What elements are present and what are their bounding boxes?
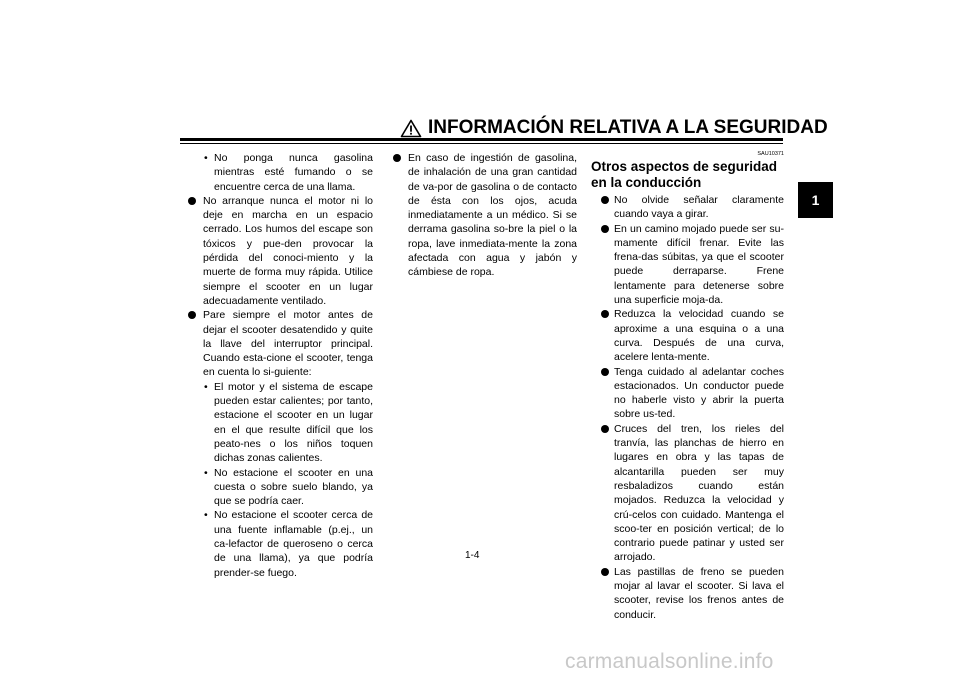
- bullet-item: [187, 194, 373, 308]
- bullet-item: [591, 422, 784, 565]
- bullet-item: [591, 307, 784, 364]
- sub-bullet-item: • No ponga nunca gasolina mientras esté fumando o se encuentre cerca de una llama.: [187, 151, 373, 194]
- bullet-item: [591, 365, 784, 422]
- bullet-text: Tenga cuidado al adelantar coches estacionados. Un conductor puede no haberle visto y abrir la puerta sobre us-ted.: [614, 365, 784, 421]
- column-1: [187, 151, 373, 580]
- bullet-dot-icon: [393, 154, 401, 162]
- column-2: [392, 151, 577, 280]
- bullet-text: Cruces del tren, los rieles del tranvía, las planchas de hierro en lugares en obra y las tapas de alcantarilla pueden ser muy resbaladizos cuando están mojados. Reduzca la velocidad y crú-celos con cuidado. Mantenga el scoo-ter en posición vertical; de lo contrario puede patinar y usted ser arrojado.: [614, 422, 784, 564]
- bullet-text: Las pastillas de freno se pueden mojar al lavar el scooter. Si lava el scooter, revise los frenos antes de conducir.: [614, 565, 784, 621]
- bullet-text: En un camino mojado puede ser su-mamente difícil frenar. Evite las frena-das súbitas, ya que el scooter puede derraparse. Frene lentamente para detenerse sobre una superficie moja-da.: [614, 222, 784, 307]
- section-heading: Otros aspectos de seguridad en la conducción: [591, 159, 778, 190]
- bullet-item: [591, 193, 784, 222]
- bullet-text: Pare siempre el motor antes de dejar el scooter desatendido y quite la llave del interruptor principal. Cuando esta-cione el scooter, tenga en cuenta lo si-guiente:: [203, 309, 373, 379]
- warning-triangle-icon: [400, 119, 422, 138]
- chapter-tab[interactable]: 1: [798, 182, 833, 218]
- bullet-dot-icon: [601, 568, 609, 576]
- bullet-dot-icon: [601, 310, 609, 318]
- bullet-text: Reduzca la velocidad cuando se aproxime a una esquina o a una curva. Después de una curva, acelere lenta-mente.: [614, 308, 784, 364]
- header-rule-thick: [180, 138, 783, 141]
- section-code: SAU10371: [757, 151, 784, 157]
- sub-bullet-item: • El motor y el sistema de escape pueden estar calientes; por tanto, estacione el scooter en un lugar en el que resulte difícil que los peato-nes o los niños toquen dichas zonas calientes.: [187, 380, 373, 466]
- sub-bullet-item: • No estacione el scooter cerca de una fuente inflamable (p.ej., un ca-lefactor de queroseno o cerca de una llama), ya que podría prender-se fuego.: [187, 508, 373, 579]
- bullet-dot-icon: [601, 368, 609, 376]
- page-number: 1-4: [465, 550, 480, 561]
- column-3: [591, 151, 784, 622]
- bullet-dot-icon: [601, 196, 609, 204]
- bullet-item: [591, 565, 784, 622]
- bullet-text: En caso de ingestión de gasolina, de inhalación de una gran cantidad de va-por de gasolina o de contacto de ésta con los ojos, acuda inmediatamente a un médico. Si se derrama gasolina so-bre la piel o la ropa, lave inmediata-mente la zona afectada con agua y jabón y cámbiese de ropa.: [408, 152, 577, 279]
- bullet-dot-icon: [188, 197, 196, 205]
- bullet-dot-icon: [188, 311, 196, 319]
- bullet-item: [392, 151, 577, 280]
- page-title: [400, 117, 828, 139]
- bullet-text: No arranque nunca el motor ni lo deje en marcha en un espacio cerrado. Los humos del escape son tóxicos y pue-den provocar la pérdida del conoci-miento y la muerte de forma muy rápida. Utilice siempre el scooter en un lugar adecuadamente ventilado.: [203, 194, 373, 307]
- title-text: INFORMACIÓN RELATIVA A LA SEGURIDAD: [428, 117, 828, 138]
- header-rule-thin: [180, 143, 783, 144]
- bullet-item: [187, 308, 373, 379]
- bullet-dot-icon: [601, 225, 609, 233]
- sub-bullet-item: • No estacione el scooter en una cuesta o sobre suelo blando, ya que se podría caer.: [187, 466, 373, 509]
- watermark: carmanualsonline.info: [565, 650, 774, 673]
- bullet-text: No olvide señalar claramente cuando vaya a girar.: [614, 194, 784, 221]
- bullet-dot-icon: [601, 425, 609, 433]
- bullet-item: [591, 222, 784, 308]
